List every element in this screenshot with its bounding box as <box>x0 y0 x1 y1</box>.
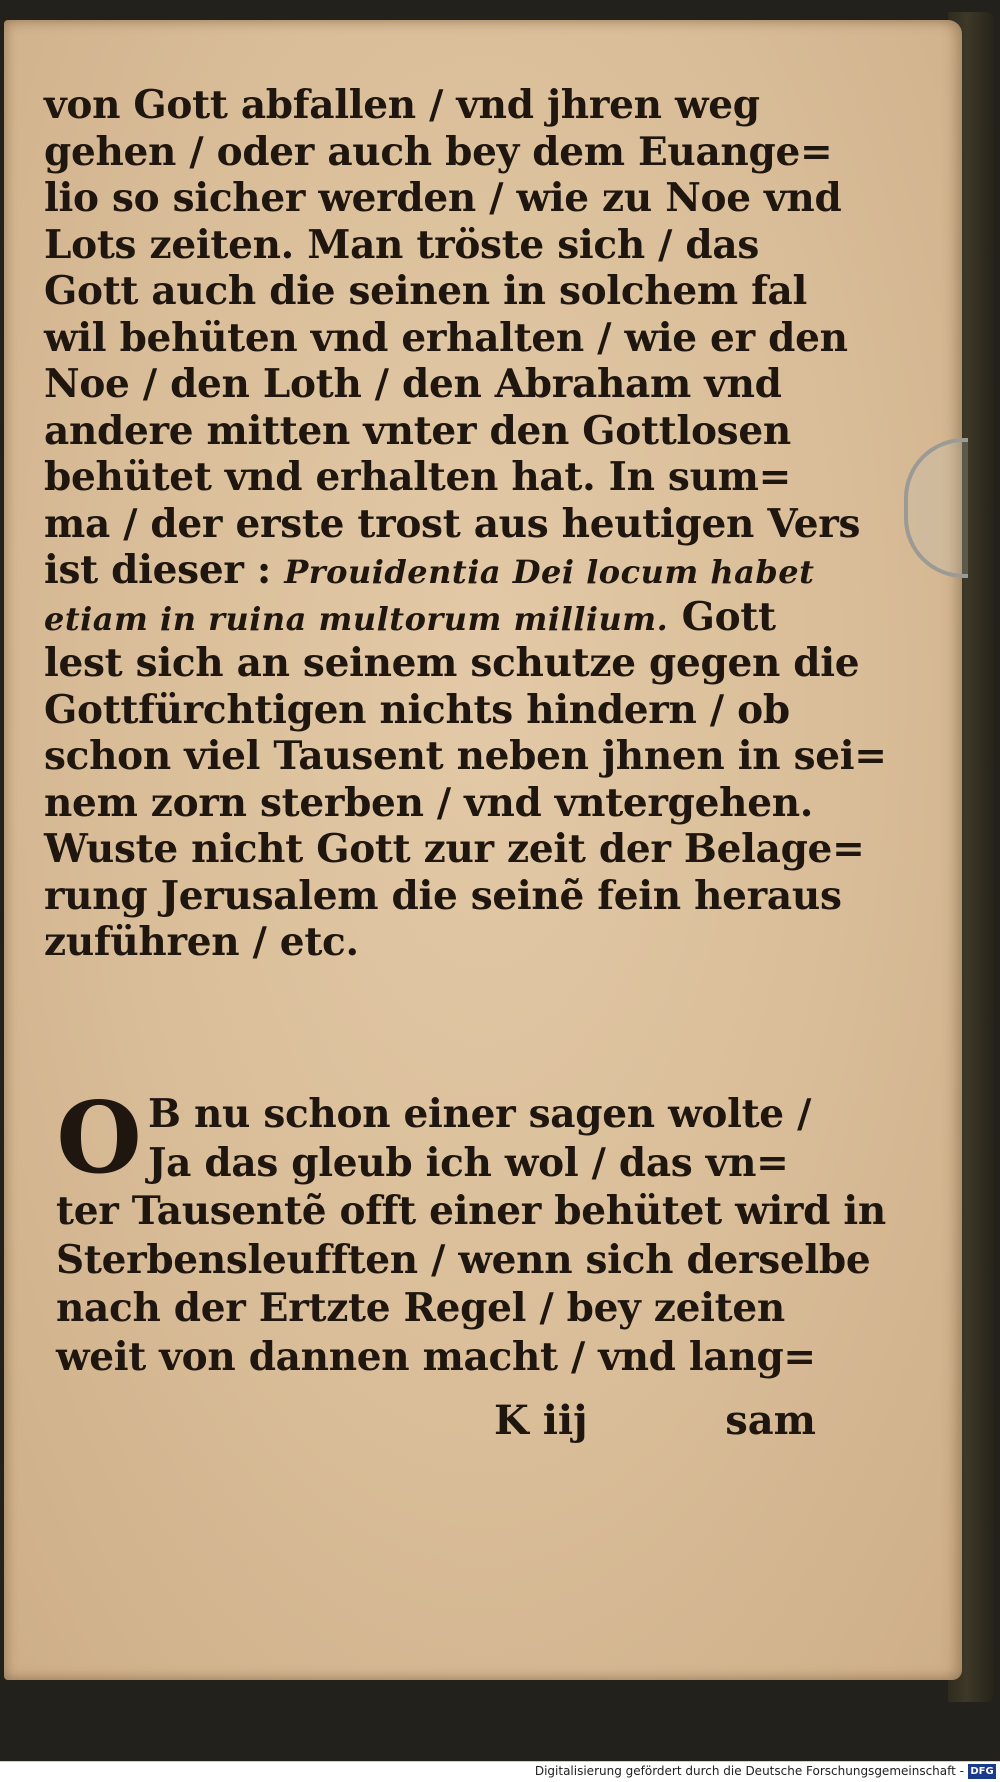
text-line <box>44 547 824 594</box>
text-line: weit von dannen macht / vnd lang= <box>56 1333 816 1380</box>
text-line: Lots zeiten. Man tröste sich / das <box>44 221 759 268</box>
text-line: Gottfürchtigen nichts hindern / ob <box>44 686 790 733</box>
text-line: Gott auch die seinen in solchem fal <box>44 268 808 314</box>
text-line: lio so sicher werden / wie zu Noe vnd <box>44 175 842 221</box>
text-line: nem zorn sterben / vnd vntergehen. <box>44 779 814 826</box>
text-line: behütet vnd erhalten hat. In sum= <box>44 454 791 500</box>
text-line: Ja das gleub ich wol / das vn= <box>148 1139 789 1186</box>
paragraph-1 <box>44 82 887 966</box>
text-line <box>44 594 824 641</box>
text-line: Noe / den Loth / den Abraham vnd <box>44 361 782 407</box>
text-line: schon viel Tausent neben jhnen in sei= <box>44 733 887 779</box>
text-line: gehen / oder auch bey dem Euange= <box>44 128 833 175</box>
latin-quote: etiam in ruina multorum millium. <box>44 599 669 638</box>
text-line: lest sich an seinem schutze gegen die <box>44 640 860 686</box>
signature-mark: K iij <box>494 1397 588 1444</box>
page-signature-row <box>494 1396 824 1446</box>
funding-credit: Digitalisierung gefördert durch die Deutsche Forschungsgemeinschaft - <box>534 1764 964 1778</box>
dfg-logo-icon: DFG <box>968 1764 996 1779</box>
text-line: wil behüten vnd erhalten / wie er den <box>44 314 848 361</box>
text-segment: Gott <box>668 593 776 640</box>
paragraph-2 <box>56 1081 886 1381</box>
text-line: ter Tausentẽ offt einer behütet wird in <box>56 1188 886 1234</box>
text-line: zuführen / etc. <box>44 919 359 965</box>
text-segment: ist dieser : <box>44 547 285 593</box>
latin-quote: Prouidentia Dei locum habet <box>284 553 815 591</box>
text-line: rung Jerusalem die seinẽ fein heraus <box>44 872 842 919</box>
footer-bar <box>0 1761 1000 1782</box>
drop-cap-initial: O <box>56 1081 142 1196</box>
text-line: Wuste nicht Gott zur zeit der Belage= <box>44 826 865 872</box>
text-line: von Gott abfallen / vnd jhren weg <box>44 82 760 128</box>
text-line: B nu schon einer sagen wolte / <box>148 1091 812 1137</box>
text-line: ma / der erste trost aus heutigen Vers <box>44 500 861 547</box>
text-line: nach der Ertzte Regel / bey zeiten <box>56 1285 785 1331</box>
catchword: sam <box>725 1397 816 1444</box>
text-line: andere mitten vnter den Gottlosen <box>44 407 791 454</box>
text-line: Sterbensleufften / wenn sich derselbe <box>56 1236 871 1283</box>
